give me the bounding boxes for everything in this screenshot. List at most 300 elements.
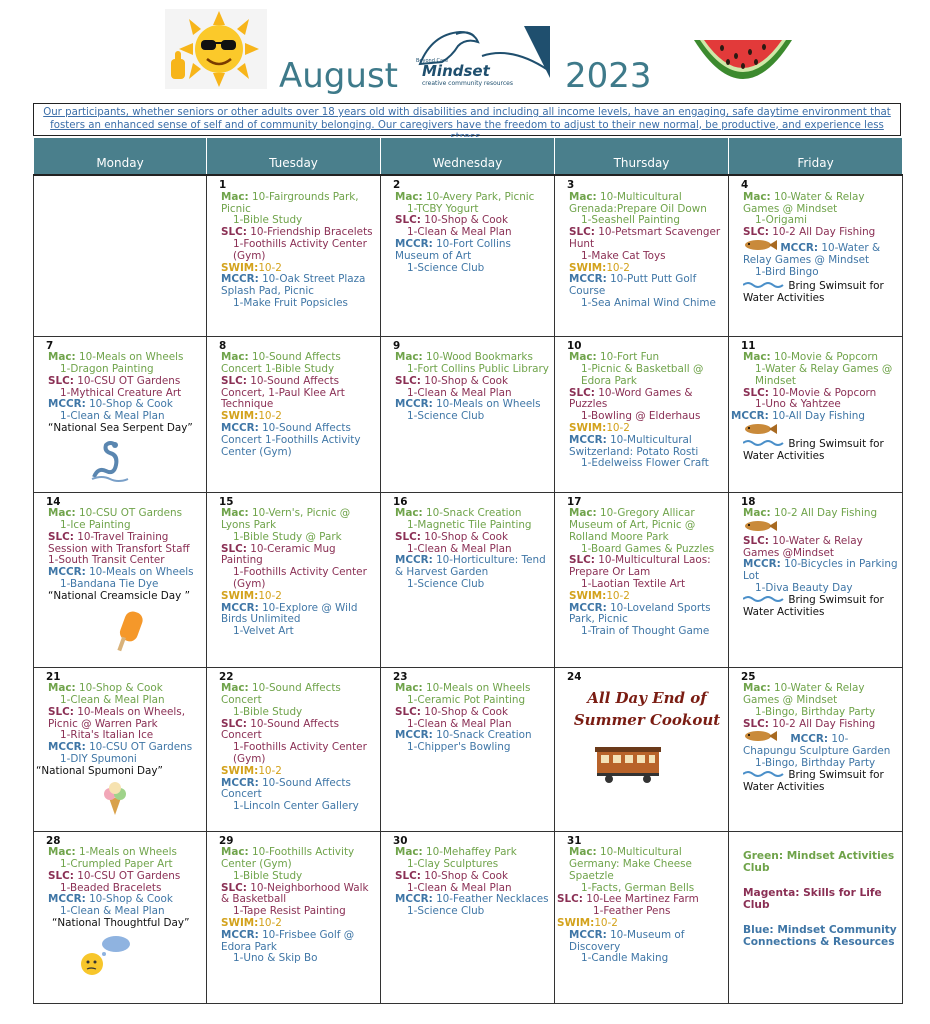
day-number: 2 [393,179,401,191]
legend-cell [729,831,903,1003]
logo-name-text: Mindset [422,62,490,80]
mccr-label: MCCR: [790,733,829,746]
day-cell [729,336,903,492]
day-number: 24 [567,670,582,683]
slc-label: SLC: [395,705,421,718]
mac-sub-activity: 1-Origami [755,214,807,227]
logo-small-text: Beyond Care [416,58,449,64]
mccr-sub-activity: 1-Clean & Meal Plan [60,905,165,918]
spumoni-icon [100,782,130,816]
slc-label: SLC: [395,530,421,543]
mac-label: Mac: [395,682,423,695]
mac-activity: 10-Water & Relay Games @ Mindset [743,682,865,707]
slc-label: SLC: [48,869,74,882]
national-day-note: “National Sea Serpent Day” [48,422,193,435]
mac-activity: 10-Vern's, Picnic @ Lyons Park [221,507,351,532]
mac-activity: 10-2 All Day Fishing [773,507,878,520]
week-row [34,831,903,1003]
mccr-activity: 10-Museum of Discovery [569,928,685,953]
slc-activity: 10-Multicultural Laos: Prepare Or Lam [569,554,711,579]
mccr-sub-activity: 1-Science Club [407,261,485,274]
day-cell [555,492,729,667]
calendar-table [33,137,903,1004]
mac-label: Mac: [221,351,249,364]
mccr-label: MCCR: [221,928,259,941]
thought-bubble-icon [78,934,132,978]
mac-activity: 10-Sound Affects Concert 1-Bible Study [221,351,341,376]
mccr-sub-activity: 1-Science Club [407,410,485,423]
slc-label: SLC: [743,386,769,399]
mac-label: Mac: [221,682,249,695]
mccr-activity: 10-Snack Creation [436,729,532,742]
day-number: 22 [219,670,234,683]
slc-activity: 10-Shop & Cook [424,374,509,387]
mccr-activity: 10-Putt Putt Golf Course [569,273,697,298]
mccr-activity: 10-Frisbee Golf @ Edora Park [221,928,355,953]
mccr-activity: 10-Horticulture: Tend & Harvest Garden [395,554,546,579]
legend-blue: Blue: Mindset Community Connections & Resources [743,923,897,948]
mac-sub-activity: 1-Clean & Meal Plan [60,694,165,707]
mac-label: Mac: [395,190,423,203]
day-number: 11 [741,339,756,352]
water-wave-icon [743,439,785,447]
mccr-sub-activity: 1-Candle Making [581,952,669,965]
slc-label: SLC: [48,374,74,387]
trolley-icon [593,741,663,785]
mac-label: Mac: [221,507,249,520]
slc-sub-activity: 1-Tape Resist Painting [233,905,346,918]
day-number: 16 [393,495,408,508]
legend-magenta: Magenta: Skills for Life Club [743,886,882,911]
mac-sub-activity: 1-Fort Collins Public Library [407,363,549,376]
mccr-sub-activity: 1-Lincoln Center Gallery [233,800,359,813]
mccr-sub-activity: 1-Bandana Tie Dye [60,578,159,591]
mccr-activity: 10-Explore @ Wild Birds Unlimited [221,601,358,626]
mccr-sub-activity: 1-Make Fruit Popsicles [233,296,348,309]
mac-sub-activity: 1-Facts, German Bells [581,881,695,894]
day-cell [729,492,903,667]
swim-label: SWIM: [221,917,259,930]
week-row [34,492,903,667]
mac-sub-activity: 1-Bingo, Birthday Party [755,705,876,718]
day-cell-empty [34,175,207,336]
slc-activity: 10-Neighborhood Walk & Basketball [221,881,369,906]
swim-label: SWIM: [221,764,259,777]
day-cell [207,492,381,667]
mac-sub-activity: 1-Seashell Painting [581,214,680,227]
day-cell [34,667,207,831]
mac-label: Mac: [743,351,771,364]
slc-activity: 10-Movie & Popcorn [772,386,877,399]
mac-activity: 10-Water & Relay Games @ Mindset [743,190,865,215]
mac-activity: 10-Shop & Cook [78,682,163,695]
slc-label: SLC: [221,374,247,387]
mac-activity: 10-Fort Fun [599,351,660,364]
day-cell [555,175,729,336]
mccr-activity: 10-Loveland Sports Park, Picnic [569,601,711,626]
slc-sub-activity: 1-Foothills Activity Center (Gym) [233,566,367,591]
legend-green: Green: Mindset Activities Club [743,849,895,874]
slc-sub-activity: 1-Make Cat Toys [581,249,666,262]
day-cell [207,175,381,336]
water-wave-icon [743,595,785,603]
swim-label: SWIM: [569,589,607,602]
mccr-label: MCCR: [569,928,607,941]
mccr-label: MCCR: [569,433,607,446]
mac-sub-activity: 1-Ice Painting [60,519,131,532]
day-number: 29 [219,834,234,847]
mccr-label: MCCR: [569,273,607,286]
mccr-activity: 10-Sound Affects Concert [221,776,351,801]
mac-label: Mac: [743,682,771,695]
mccr-sub-activity: 1-Science Club [407,905,485,918]
slc-activity: 10-Travel Training Session with Transfort Staff 1-South Transit Center [48,530,190,567]
logo-tag-text: creative community resources [422,80,513,87]
week-row [34,336,903,492]
day-cell [381,175,555,336]
swim-time: 10-2 [258,917,282,930]
mccr-label: MCCR: [743,558,781,571]
national-day-note: “National Spumoni Day” [36,764,163,777]
swim-label: SWIM: [569,422,607,435]
slc-activity: 10-2 All Day Fishing [772,717,876,730]
day-cell [729,667,903,831]
slc-sub-activity: 1-Mythical Creature Art [60,386,182,399]
mccr-label: MCCR: [569,601,607,614]
sea-serpent-icon [88,439,132,483]
mac-sub-activity: 1-Bible Study [233,869,303,882]
sun-sunglasses-icon [165,9,267,89]
slc-sub-activity: 1-Clean & Meal Plan [407,542,512,555]
mac-sub-activity: 1-Bible Study [233,705,303,718]
mccr-activity: 10-Bicycles in Parking Lot [743,558,898,583]
slc-label: SLC: [221,881,247,894]
day-cell [207,667,381,831]
mccr-activity: 10-Fort Collins Museum of Art [395,237,511,262]
day-number: 9 [393,339,401,352]
slc-label: SLC: [743,534,769,547]
fish-icon [743,730,777,742]
day-number: 18 [741,495,756,508]
year-title: 2023 [565,56,652,96]
mccr-sub-activity: 1-Bird Bingo [755,265,819,278]
mccr-label: MCCR: [221,273,259,286]
day-number: 14 [46,495,61,508]
swimsuit-note: Bring Swimsuit for Water Activities [743,437,884,462]
day-number: 23 [393,670,408,683]
mccr-label: MCCR: [48,566,86,579]
mac-label: Mac: [569,846,597,859]
mccr-label: MCCR: [395,398,433,411]
fish-icon [743,423,777,435]
swim-label: SWIM: [221,261,259,274]
mac-activity: 1-Meals on Wheels [78,846,177,859]
day-number: 1 [219,179,227,191]
mac-label: Mac: [395,351,423,364]
slc-sub-activity: 1-Laotian Textile Art [581,578,686,591]
day-cell [381,831,555,1003]
day-cell [34,831,207,1003]
mccr-sub-activity: 1-Diva Beauty Day [755,582,853,595]
swimsuit-note: Bring Swimsuit for Water Activities [743,593,884,618]
slc-label: SLC: [743,717,769,730]
mac-label: Mac: [743,507,771,520]
day-cell [381,492,555,667]
mac-activity: 10-Meals on Wheels [78,351,184,364]
slc-sub-activity: 1-Bowling @ Elderhaus [581,410,701,423]
mac-sub-activity: 1-Ceramic Pot Painting [407,694,526,707]
mac-activity: 10-Gregory Allicar Museum of Art, Picnic @ Rolland Moore Park [569,507,696,543]
mac-sub-activity: 1-Clay Sculptures [407,858,499,871]
mac-sub-activity: 1-Dragon Painting [60,363,154,376]
mac-label: Mac: [48,682,76,695]
swim-label: SWIM: [569,261,607,274]
mac-activity: 10-Multicultural Germany: Make Cheese Spaetzle [569,846,692,882]
swim-time: 10-2 [606,261,630,274]
day-number: 8 [219,339,227,352]
slc-sub-activity: 1-Clean & Meal Plan [407,881,512,894]
day-cell [207,831,381,1003]
week-row [34,175,903,336]
mccr-activity: 10-Meals on Wheels [436,398,541,411]
mccr-activity: 10-Sound Affects Concert 1-Foothills Activity Center (Gym) [221,422,361,458]
weekday-header: Monday [34,138,207,176]
day-cell [729,175,903,336]
mccr-label: MCCR: [48,893,86,906]
slc-activity: 10-Friendship Bracelets [250,226,373,239]
mccr-activity: 10-Oak Street Plaza Splash Pad, Picnic [221,273,366,298]
slc-sub-activity: 1-Feather Pens [593,905,671,918]
mac-activity: 10-Multicultural Grenada:Prepare Oil Down [569,190,707,215]
slc-sub-activity: 1-Beaded Bracelets [60,881,162,894]
day-number: 21 [46,670,61,683]
mac-label: Mac: [48,351,76,364]
slc-activity: 10-CSU OT Gardens [77,869,181,882]
mccr-sub-activity: 1-Edelweiss Flower Craft [581,457,709,470]
mccr-label: MCCR: [221,422,259,435]
slc-label: SLC: [569,554,595,567]
slc-label: SLC: [48,705,74,718]
mac-label: Mac: [48,846,76,859]
mccr-sub-activity: 1-Chipper's Bowling [407,741,511,754]
mac-activity: 10-Mehaffey Park [425,846,517,859]
mccr-sub-activity: 1-DIY Spumoni [60,753,137,766]
slc-activity: 10-Petsmart Scavenger Hunt [569,226,721,250]
mac-activity: 10-Wood Bookmarks [425,351,533,364]
day-number: 7 [46,339,54,352]
mccr-label: MCCR: [221,601,259,614]
slc-sub-activity: 1-Clean & Meal Plan [407,226,512,239]
slc-activity: 10-Ceramic Mug Painting [221,542,336,567]
mac-label: Mac: [569,351,597,364]
mac-label: Mac: [221,846,249,859]
weekday-header: Friday [729,138,903,176]
mccr-label: MCCR: [395,554,433,567]
mccr-sub-activity: 1-Velvet Art [233,625,294,638]
mccr-label: MCCR: [221,776,259,789]
mccr-activity: 10-Meals on Wheels [89,566,194,579]
water-wave-icon [743,281,785,289]
slc-activity: 10-Lee Martinez Farm [586,893,699,906]
slc-label: SLC: [395,869,421,882]
swimsuit-note: Bring Swimsuit for Water Activities [743,768,884,793]
slc-activity: 10-Word Games & Puzzles [569,386,693,411]
slc-label: SLC: [395,374,421,387]
mccr-sub-activity: 1-Sea Animal Wind Chime [581,296,716,309]
swimsuit-note: Bring Swimsuit for Water Activities [743,280,884,305]
mccr-label: MCCR: [48,398,86,411]
slc-activity: 10-Sound Affects Concert [221,717,340,742]
slc-activity: 10-2 All Day Fishing [772,226,876,239]
slc-label: SLC: [221,226,247,239]
weekday-header: Thursday [555,138,729,176]
slc-label: SLC: [569,386,595,399]
slc-activity: 10-Shop & Cook [424,530,509,543]
slc-activity: 10-Shop & Cook [424,705,509,718]
swim-time: 10-2 [258,589,282,602]
mac-activity: 10-CSU OT Gardens [78,507,183,520]
mccr-label: MCCR: [48,741,86,754]
slc-label: SLC: [743,226,769,239]
mccr-sub-activity: 1-Train of Thought Game [581,625,710,638]
mindset-logo [412,26,550,88]
slc-activity: 10-Shop & Cook [424,869,509,882]
creamsicle-icon [108,607,152,655]
mccr-label: MCCR: [731,410,769,423]
mccr-activity: 10-Water & Relay Games @ Mindset [743,241,881,266]
mccr-sub-activity: 1-Bingo, Birthday Party [755,757,876,770]
slc-sub-activity: 1-Uno & Yahtzee [755,398,841,411]
mac-sub-activity: 1-Board Games & Puzzles [581,542,715,555]
mac-activity: 10-Sound Affects Concert [221,682,341,707]
mac-sub-activity: 1-TCBY Yogurt [407,202,479,215]
slc-activity: 10-CSU OT Gardens [77,374,181,387]
week-row [34,667,903,831]
day-number: 25 [741,670,756,683]
slc-activity: 10-Shop & Cook [424,214,509,227]
day-number: 31 [567,834,582,847]
slc-label: SLC: [569,226,595,239]
watermelon-icon [692,38,794,88]
swim-time: 10-2 [258,261,282,274]
mccr-activity: 10-CSU OT Gardens [89,741,193,754]
day-number: 30 [393,834,408,847]
day-number: 15 [219,495,234,508]
mac-sub-activity: 1-Magnetic Tile Painting [407,519,532,532]
mac-activity: 10-Meals on Wheels [425,682,531,695]
mission-statement: Our participants, whether seniors or other adults over 18 years old with disabilities and including all income levels, have an engaging, safe daytime environment that fosters an enhanced sense of self and of community belonging. Our caregivers have the freedom to adjust to their new normal, be productive, and experience less [33,103,901,136]
mccr-label: MCCR: [395,729,433,742]
swim-label: SWIM: [221,589,259,602]
mac-activity: 10-Movie & Popcorn [773,351,879,364]
slc-activity: 10-Water & Relay Games @Mindset [743,534,863,559]
slc-sub-activity: 1-Clean & Meal Plan [407,386,512,399]
mac-label: Mac: [221,190,249,203]
mac-activity: 10-Fairgrounds Park, Picnic [221,190,359,215]
day-cell [34,492,207,667]
day-number: 28 [46,834,61,847]
swim-time: 10-2 [258,764,282,777]
slc-label: SLC: [221,717,247,730]
slc-sub-activity: 1-Clean & Meal Plan [407,717,512,730]
mccr-label: MCCR: [395,237,433,250]
slc-sub-activity: 1-Foothills Activity Center (Gym) [233,741,367,766]
slc-label: SLC: [221,542,247,555]
national-day-note: “National Thoughtful Day” [52,917,190,930]
mccr-activity: 10-Feather Necklaces [436,893,549,906]
weekday-header-row [34,138,903,176]
day-cell [555,831,729,1003]
mccr-label: MCCR: [395,893,433,906]
slc-label: SLC: [395,214,421,227]
mac-label: Mac: [569,190,597,203]
mac-label: Mac: [569,507,597,520]
fish-icon [743,520,777,532]
day-cell [381,667,555,831]
mccr-sub-activity: 1-Uno & Skip Bo [233,952,318,965]
slc-label: SLC: [557,893,583,906]
day-cell [207,336,381,492]
national-day-note: “National Creamsicle Day ” [48,589,190,602]
mccr-activity: 10-Chapungu Sculpture Garden [743,733,891,758]
slc-activity: 10-Sound Affects Concert, 1-Paul Klee Art Technique [221,374,345,411]
mac-sub-activity: 1-Crumpled Paper Art [60,858,173,871]
mccr-activity: 10-Shop & Cook [89,893,173,906]
swim-time: 10-2 [606,422,630,435]
day-number: 17 [567,495,582,508]
swim-time: 10-2 [258,410,282,423]
swim-time: 10-2 [606,589,630,602]
mac-label: Mac: [48,507,76,520]
swim-label: SWIM: [221,410,259,423]
mac-activity: 10-Foothills Activity Center (Gym) [221,846,355,871]
slc-sub-activity: 1-Foothills Activity Center (Gym) [233,237,367,262]
day-cell [381,336,555,492]
mac-label: Mac: [395,507,423,520]
day-number: 3 [567,179,575,191]
slc-activity: 10-Meals on Wheels, Picnic @ Warren Park [48,705,185,730]
day-number: 4 [741,179,749,191]
mac-activity: 10-Avery Park, Picnic [425,190,535,203]
weekday-header: Wednesday [381,138,555,176]
month-title: August [279,56,398,96]
slc-label: SLC: [48,530,74,543]
mac-activity: 10-Snack Creation [425,507,522,520]
mccr-activity: 10-Multicultural Switzerland: Potato Rosti [569,433,699,458]
mccr-sub-activity: 1-Clean & Meal Plan [60,410,165,423]
mac-sub-activity: 1-Water & Relay Games @ Mindset [755,363,893,387]
mccr-label: MCCR: [780,241,819,254]
slc-sub-activity: 1-Rita's Italian Ice [60,729,154,742]
mccr-activity: 10-Shop & Cook [89,398,173,411]
water-wave-icon [743,770,785,778]
cookout-title: All Day End of Summer Cookout [573,689,721,730]
mac-sub-activity: 1-Picnic & Basketball @ Edora Park [581,363,704,387]
mccr-activity: 10-All Day Fishing [772,410,865,423]
fish-icon [743,239,777,251]
page-header [0,0,930,102]
swim-time: 10-2 [594,917,618,930]
day-number: 10 [567,339,582,352]
mac-label: Mac: [395,846,423,859]
weekday-header: Tuesday [207,138,381,176]
mac-sub-activity: 1-Bible Study @ Park [233,530,342,543]
day-cell-cookout [555,667,729,831]
day-cell [555,336,729,492]
mac-sub-activity: 1-Bible Study [233,214,303,227]
day-cell [34,336,207,492]
swim-label: SWIM: [557,917,595,930]
